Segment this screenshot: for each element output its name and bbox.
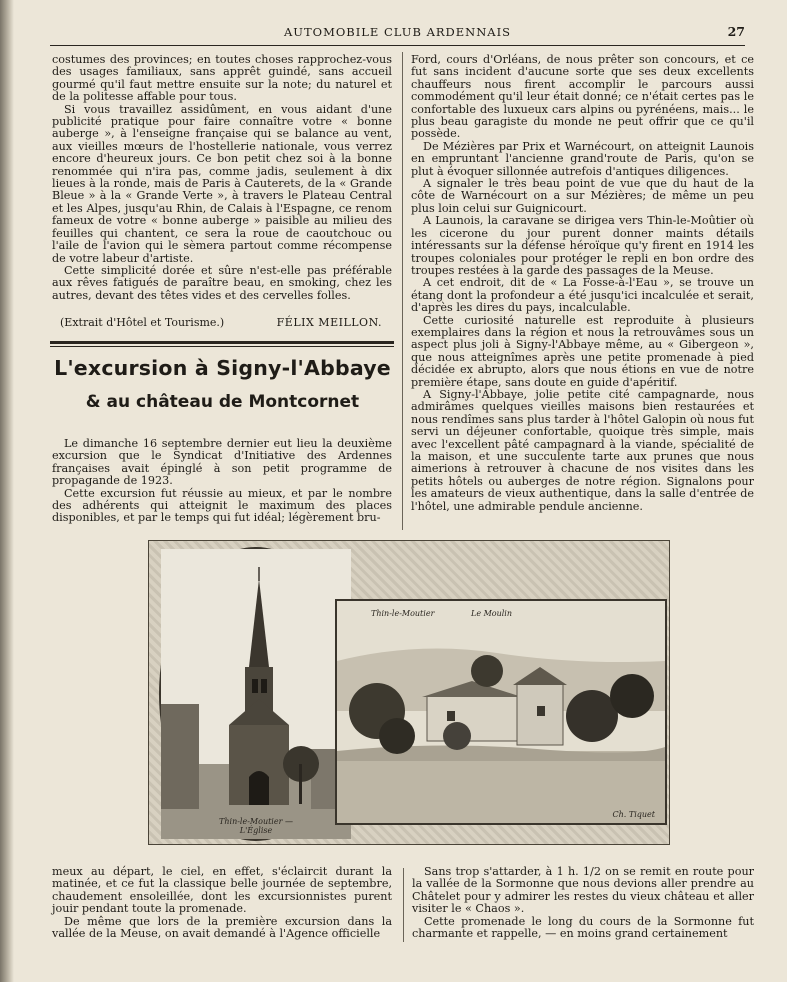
paragraph: De même que lors de la première excursion dans la vallée de la Meuse, on avait demandé à l'Agence officielle xyxy=(52,914,392,941)
page-binding-edge xyxy=(0,0,14,982)
mill-caption-name: Le Moulin xyxy=(471,609,513,618)
church-photo xyxy=(159,547,353,841)
source-citation: (Extrait d'Hôtel et Tourisme.) xyxy=(60,316,225,329)
mill-caption-place: Thin-le-Moutier xyxy=(371,609,435,618)
journal-title: AUTOMOBILE CLUB ARDENNAIS xyxy=(283,25,511,39)
page-number: 27 xyxy=(727,24,745,39)
paragraph: Cette simplicité dorée et sûre n'est-elle pas préférable aux rêves fatigués de paraître beau, en smoking, chez les autres, devant des têtes vides et des cervelles folles. xyxy=(52,263,392,302)
church-illustration xyxy=(161,549,351,839)
paragraph: A Launois, la caravane se dirigea vers Thin-le-Moûtier où les cicerone du jour purent donner maints détails intéressants sur la défense héroïque qu'y firent en 1914 les troupes coloniales pour protéger le repli en bon ordre des troupes restées à la garde des passages de la Meuse. xyxy=(411,214,754,277)
paragraph: Cette curiosité naturelle est reproduite à plusieurs exemplaires dans la région et nous la retrouvâmes sous un aspect plus joli à Signy-l'Abbaye même, au « Gibergeon », que nous atteignîmes après une petite promenade à pied décidée ex abrupto, alors que nous étions en vue de notre première étape, sans doute en guide d'apéritif. xyxy=(411,313,754,389)
paragraph: A cet endroit, dit de « La Fosse-à-l'Eau », se trouve un étang dont la profondeur a été jusqu'ici incalculée et serait, d'après les dires du pays, incalculable. xyxy=(411,276,754,315)
paragraph: Cette excursion fut réussie au mieux, et par le nombre des adhérents qui atteignit le maximum des places disponibles, et par le temps qui fut idéal; légèrement bru- xyxy=(52,486,392,525)
article-bottom-column-1 xyxy=(52,866,392,944)
article-bottom-column-2 xyxy=(412,866,754,944)
paragraph: meux au départ, le ciel, en effet, s'éclaircit durant la matinée, et ce fut la classique belle journée de septembre, chaudement ensoleillée, dont les excursionnistes purent jouir pendant toute la promenade. xyxy=(52,865,392,916)
author-signature: FÉLIX MEILLON. xyxy=(276,316,382,329)
photo-plate xyxy=(148,540,670,845)
paragraph: Sans trop s'attarder, à 1 h. 1/2 on se remit en route pour la vallée de la Sormonne que nous devions aller prendre au Châtelet pour y admirer les restes du vieux château et aller visiter le « Chaos ». xyxy=(412,865,754,916)
mill-illustration xyxy=(337,601,665,823)
article-separator-thick xyxy=(50,341,394,344)
paragraph: A Signy-l'Abbaye, jolie petite cité campagnarde, nous admirâmes quelques vieilles maisons bien restaurées et nous rendîmes sans plus tarder à l'hôtel Galopin où nous fut servi un déjeuner confortable, quoique très simple, mais avec l'excellent pâté campagnard à la viande, spécialité de la maison, et une succulente tarte aux prunes que nous aimerions à retrouver à chacune de nos visites dans les petits hôtels ou auberges de notre région. Signalons pour les amateurs de vieux authentique, dans la salle d'entrée de l'hôtel, une admirable pendule ancienne. xyxy=(411,387,754,513)
photo-credit: Ch. Tiquet xyxy=(612,810,655,819)
paragraph: De Mézières par Prix et Warnécourt, on atteignit Launois en empruntant l'ancienne grand'route de Paris, qu'on se plut à évoquer sillonnée autrefois d'antiques diligences. xyxy=(411,139,754,178)
mill-photo xyxy=(335,599,667,825)
paragraph: Si vous travaillez assidûment, en vous aidant d'une publicité pratique pour faire connaître votre « bonne auberge », à l'enseigne française qui se balance au vent, aux vieilles mœurs de l'hostellerie nationale, vous verrez encore d'heureux jours. Ce bon petit chez soi à la bonne renommée qui n'ira pas, comme jadis, seulement à dix lieues à la ronde, mais de Paris à Cauterets, de la « Grande Bleue » à la « Grande Verte », à travers le Plateau Central et les Alpes, jusqu'au Rhin, de Calais à l'Espagne, ce renom fameux de votre « bonne auberge » paisible au milieu des feuilles qui chantent, ce sera la roue de caoutchouc ou l'aile de l'avion qui le sèmera partout comme récompense de votre labeur d'artiste. xyxy=(52,102,392,265)
article-column-2 xyxy=(411,54,754,532)
column-divider-top xyxy=(402,52,403,530)
running-header xyxy=(50,22,745,42)
column-divider-bottom xyxy=(403,868,404,942)
paragraph: Ford, cours d'Orléans, de nous prêter son concours, et ce fut sans incident d'aucune sorte que ses deux excellents chauffeurs nous firent accomplir le parcours aussi commodément qu'il leur était donné; ce n'était certes pas le confortable des luxueux cars alpins ou pyrénéens, mais... le plus beau garagiste du monde ne peut offrir que ce qu'il possède. xyxy=(411,53,754,141)
paragraph: A signaler le très beau point de vue que du haut de la côte de Warnécourt on a sur Mézières; de même un peu plus loin celui sur Guignicourt. xyxy=(411,177,754,215)
article-subtitle: & au château de Montcornet xyxy=(85,392,360,412)
article-separator-thin xyxy=(50,346,394,347)
previous-article-text xyxy=(52,53,392,302)
paragraph: Cette promenade le long du cours de la Sormonne fut charmante et rappelle, — en moins grand certainement xyxy=(412,914,754,941)
article-title: L'excursion à Signy-l'Abbaye xyxy=(54,356,391,380)
article-column-1 xyxy=(52,438,392,532)
paragraph: Le dimanche 16 septembre dernier eut lieu la deuxième excursion que le Syndicat d'Initiative des Ardennes françaises avait épinglé à son petit programme de propagande de 1923. xyxy=(52,437,392,488)
church-caption: Thin-le-Moutier — L'Église xyxy=(219,817,293,835)
header-rule xyxy=(50,45,745,46)
paragraph: costumes des provinces; en toutes choses rapprochez-vous des usages familiaux, sans apprêt guindé, sans accueil gourmé qu'il faut mettre ensuite sur la note; du naturel et de la politesse affable pour tous. xyxy=(52,53,392,104)
